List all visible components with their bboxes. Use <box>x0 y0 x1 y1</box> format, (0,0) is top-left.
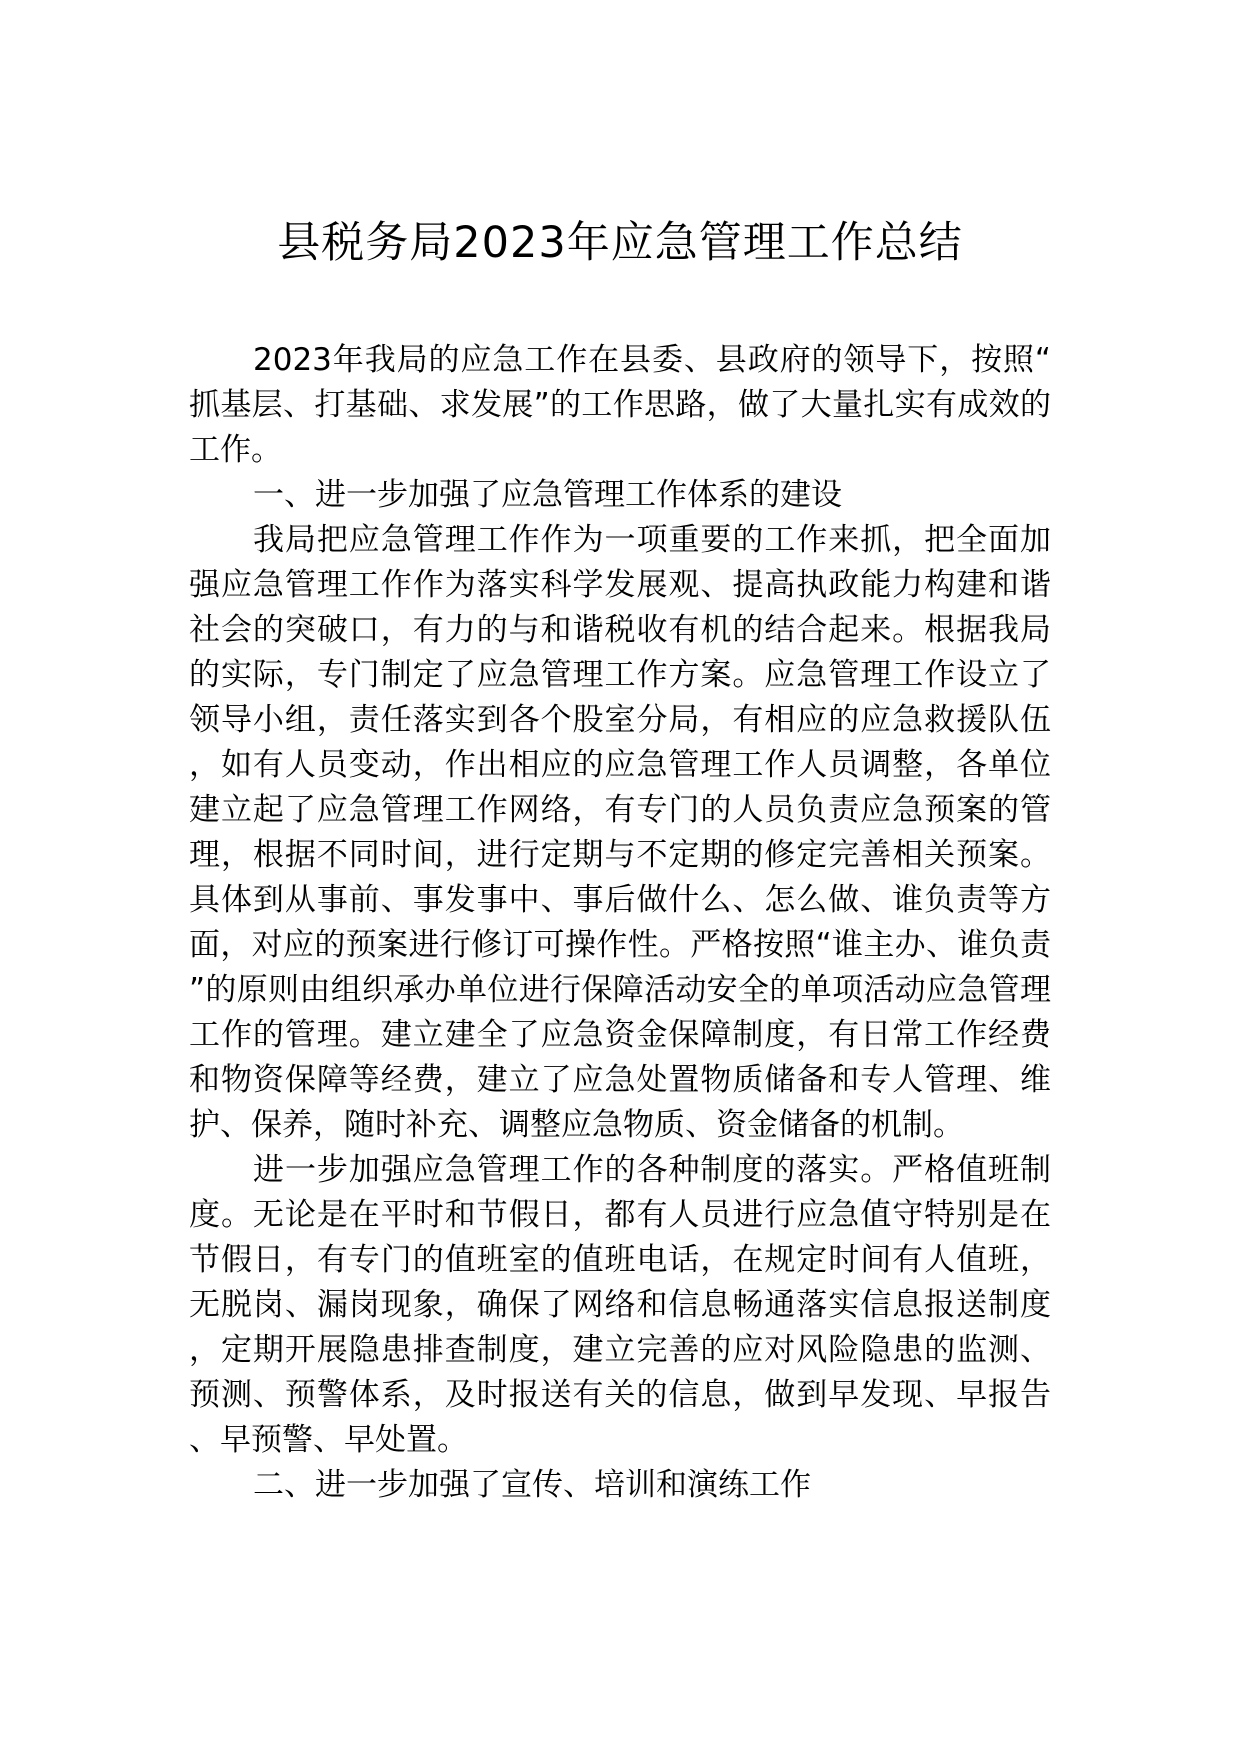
section-heading-1: 一、进一步加强了应急管理工作体系的建设 <box>253 477 842 513</box>
paragraph-system-implementation: 进一步加强应急管理工作的各种制度的落实。严格值班制度。无论是在平时和节假日，都有人员进行应急值守特别是在节假日，有专门的值班室的值班电话，在规定时间有人值班，无脱岗、漏岗现象，确保了网络和信息畅通落实信息报送制度，定期开展隐患排查制度，建立完善的应对风险隐患的监测、预测、预警体系，及时报送有关的信息，做到早发现、早报告、早预警、早处置。 <box>189 1152 1051 1458</box>
paragraph-intro: 2023年我局的应急工作在县委、县政府的领导下，按照“抓基层、打基础、求发展”的工作思路，做了大量扎实有成效的工作。 <box>189 342 1051 468</box>
document-body <box>189 338 1051 1508</box>
document-title: 县税务局2023年应急管理工作总结 <box>277 218 963 268</box>
section-heading-2: 二、进一步加强了宣传、培训和演练工作 <box>253 1467 811 1503</box>
paragraph-system-building: 我局把应急管理工作作为一项重要的工作来抓，把全面加强应急管理工作作为落实科学发展观、提高执政能力构建和谐社会的突破口，有力的与和谐税收有机的结合起来。根据我局的实际，专门制定了应急管理工作方案。应急管理工作设立了领导小组，责任落实到各个股室分局，有相应的应急救援队伍，如有人员变动，作出相应的应急管理工作人员调整，各单位建立起了应急管理工作网络，有专门的人员负责应急预案的管理，根据不同时间，进行定期与不定期的修定完善相关预案。具体到从事前、事发事中、事后做什么、怎么做、谁负责等方面，对应的预案进行修订可操作性。严格按照“谁主办、谁负责”的原则由组织承办单位进行保障活动安全的单项活动应急管理工作的管理。建立建全了应急资金保障制度，有日常工作经费和物资保障等经费，建立了应急处置物质储备和专人管理、维护、保养，随时补充、调整应急物质、资金储备的机制。 <box>189 522 1051 1143</box>
